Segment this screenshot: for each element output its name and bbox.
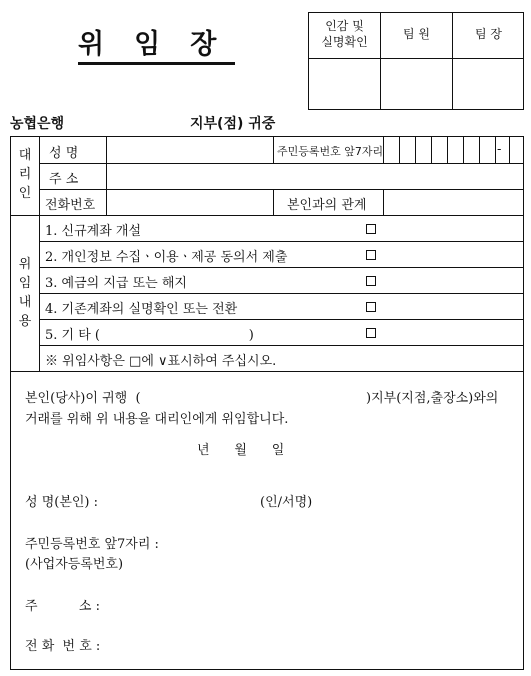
delegation-item-3: 3. 예금의 지급 또는 해지 xyxy=(45,276,187,291)
delegation-note: ※ 위임사항은 □에 ∨표시하여 주십시오. xyxy=(45,354,277,369)
agent-rrn-label: 주민등록번호 앞7자리 xyxy=(277,145,384,158)
branch-line: 지부(점) 귀중 xyxy=(190,116,276,132)
delegation-checkbox-5[interactable] xyxy=(366,328,376,338)
statement-date: 년 월 일 xyxy=(197,443,285,458)
agent-address-label: 주 소 xyxy=(49,172,79,187)
approval-staff-label: 팀 원 xyxy=(403,27,430,41)
title-char-1: 위 xyxy=(78,29,105,60)
principal-name-label: 성 명(본인) : xyxy=(25,495,99,510)
principal-address-label: 주 소 : xyxy=(25,599,100,614)
delegation-checkbox-1[interactable] xyxy=(366,224,376,234)
statement-line2: 거래를 위해 위 내용을 대리인에게 위임합니다. xyxy=(25,412,289,427)
agent-section-label: 대 리 인 xyxy=(18,148,32,201)
agent-rrn-dash: - xyxy=(497,142,502,157)
document-title xyxy=(78,22,238,61)
approval-manager-label: 팀 장 xyxy=(475,27,502,41)
agent-phone-label: 전화번호 xyxy=(45,198,96,213)
delegation-item-5: 5. 기 타 ( ) xyxy=(45,328,254,343)
delegation-item-4: 4. 기존계좌의 실명확인 또는 전환 xyxy=(45,302,238,317)
delegation-checkbox-3[interactable] xyxy=(366,276,376,286)
principal-sign-label: (인/서명) xyxy=(260,495,313,510)
approval-box xyxy=(308,12,524,110)
principal-rrn-label: 주민등록번호 앞7자리 : xyxy=(25,537,159,552)
principal-phone-label: 전 화 번 호 : xyxy=(25,639,101,654)
title-underline xyxy=(78,62,235,65)
statement-line1-right: )지부(지점,출장소)와의 xyxy=(366,391,499,406)
statement-line1-left: 본인(당사)이 귀행 ( xyxy=(25,391,141,406)
agent-relation-label: 본인과의 관계 xyxy=(287,198,367,213)
delegation-section-label: 위 임 내 용 xyxy=(18,257,32,329)
principal-biz-label: (사업자등록번호) xyxy=(25,557,124,572)
agent-name-label: 성 명 xyxy=(49,146,79,161)
delegation-item-1: 1. 신규계좌 개설 xyxy=(45,224,142,239)
approval-seal-label: 인감 및 실명확인 xyxy=(321,19,368,49)
delegation-checkbox-2[interactable] xyxy=(366,250,376,260)
delegation-checkbox-4[interactable] xyxy=(366,302,376,312)
title-char-3: 장 xyxy=(190,29,217,60)
bank-name: 농협은행 xyxy=(10,116,65,132)
form-frame xyxy=(10,136,524,670)
delegation-item-2: 2. 개인정보 수집ㆍ이용ㆍ제공 동의서 제출 xyxy=(45,250,288,265)
title-char-2: 임 xyxy=(134,29,161,60)
